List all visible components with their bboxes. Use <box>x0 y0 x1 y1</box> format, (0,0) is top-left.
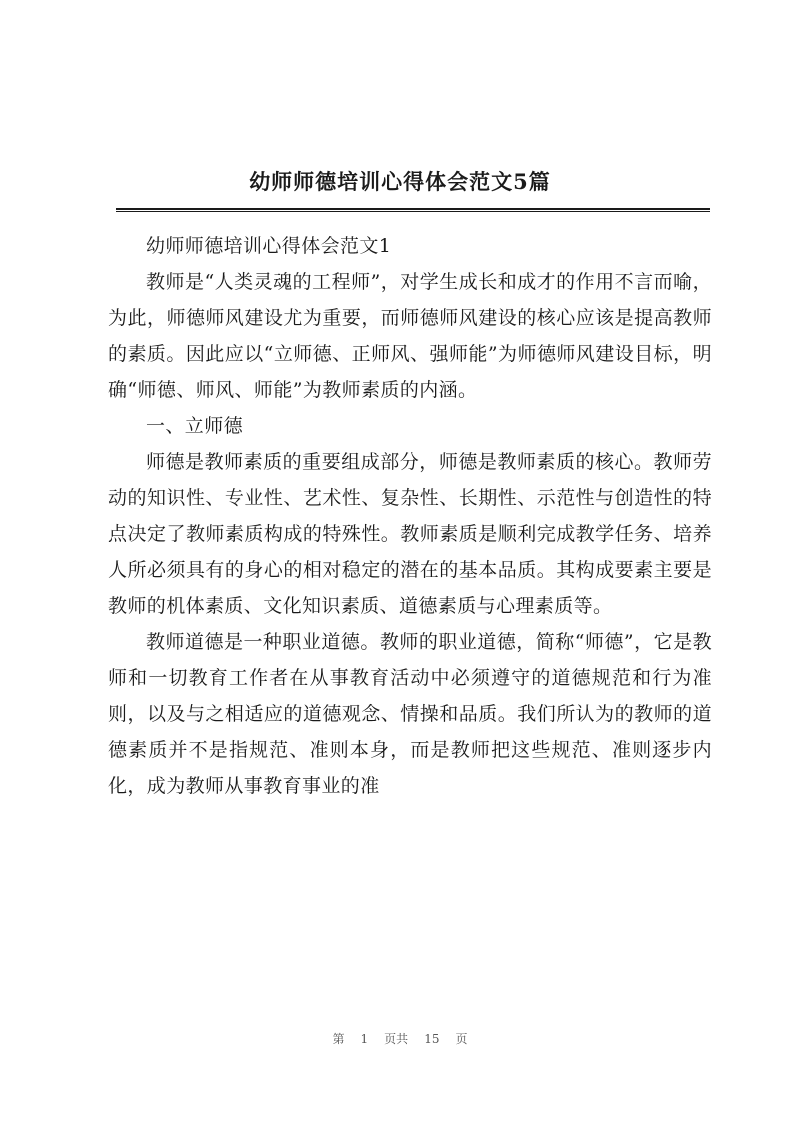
document-title: 幼师师德培训心得体会范文5篇 <box>249 169 551 194</box>
body-paragraph: 教师道德是一种职业道德。教师的职业道德，简称“师德”，它是教师和一切教育工作者在从事教育活动中必须遵守的道德规范和行为准则，以及与之相适应的道德观念、情操和品质。我们所认为的教师的道德素质并不是指规范、准则本身，而是教师把这些规范、准则逐步内化，成为教师从事教育事业的准 <box>108 631 712 797</box>
footer-total-pages: 15 <box>424 1032 440 1046</box>
footer-current-page: 1 <box>360 1032 369 1046</box>
footer-label-total: 页共 <box>384 1032 409 1046</box>
footer-label-end: 页 <box>455 1032 468 1046</box>
body-paragraph: 教师是“人类灵魂的工程师”，对学生成长和成才的作用不言而喻，为此，师德师风建设尤为重要，而师德师风建设的核心应该是提高教师的素质。因此应以“立师德、正师风、强师能”为师德师风建设目标，明确“师德、师风、师能”为教师素质的内涵。 <box>108 271 712 401</box>
page-footer <box>0 1030 800 1047</box>
body-paragraph: 师德是教师素质的重要组成部分，师德是教师素质的核心。教师劳动的知识性、专业性、艺术性、复杂性、长期性、示范性与创造性的特点决定了教师素质构成的特殊性。教师素质是顺利完成教学任务、培养人所必须具有的身心的相对稳定的潜在的基本品质。其构成要素主要是教师的机体素质、文化知识素质、道德素质与心理素质等。 <box>108 451 712 617</box>
document-body <box>108 228 712 804</box>
section-heading: 幼师师德培训心得体会范文1 <box>146 235 392 257</box>
footer-label-page: 第 <box>332 1032 345 1046</box>
section-heading: 一、立师德 <box>146 415 244 437</box>
title-divider <box>116 208 710 212</box>
